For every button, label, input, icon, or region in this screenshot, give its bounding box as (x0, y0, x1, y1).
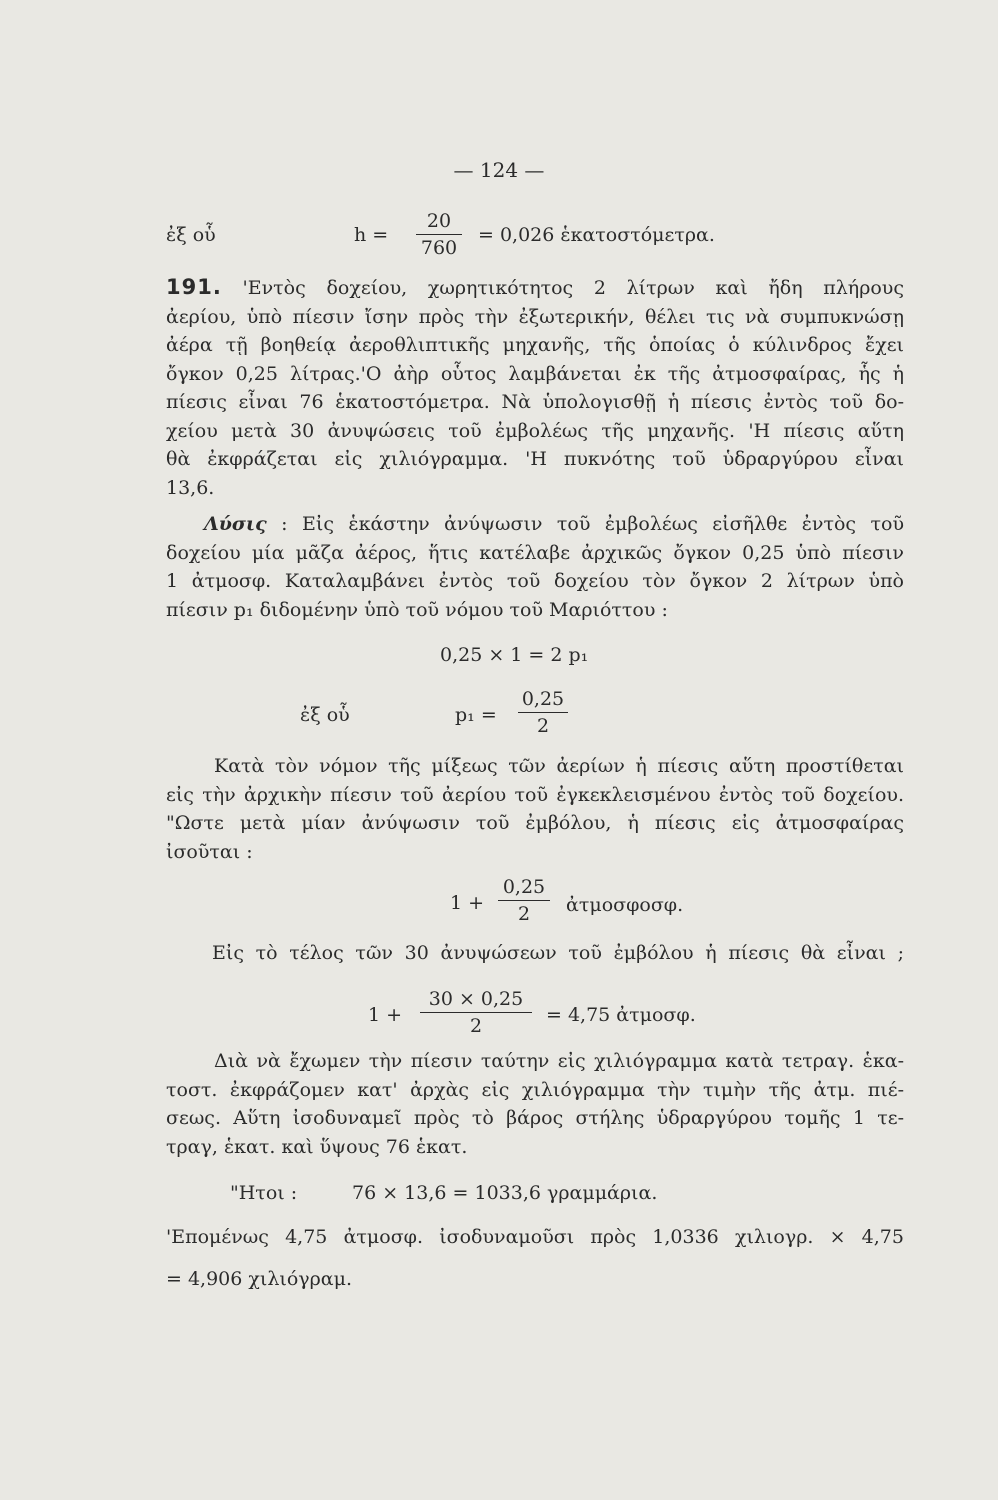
eq-one-step-numerator: 0,25 (502, 876, 546, 898)
problem-line: ἀέρα τῇ βοηθείᾳ ἀεροθλιπτικῆς μηχανῆς, τῆς ὁποίας ὁ κύλινδρος ἔχει (166, 334, 904, 356)
eq-h-rhs: = 0,026 ἑκατοστόμετρα. (478, 224, 715, 246)
mixture-line: Κατὰ τὸν νόμον τῆς μίξεως τῶν ἀερίων ἡ πίεσις αὕτη προστίθεται (214, 755, 904, 777)
fraction-bar (416, 234, 462, 235)
solution-label: Λύσις (204, 513, 267, 535)
eq-one-step-lhs: 1 + (450, 892, 485, 914)
eq-mass-prefix: "Ητοι : (230, 1182, 298, 1204)
eq-h-prefix: ἐξ οὗ (166, 224, 216, 246)
eq-mass-expr: 76 × 13,6 = 1033,6 γραμμάρια. (352, 1182, 658, 1204)
conversion-line: Διὰ νὰ ἔχωμεν τὴν πίεσιν ταύτην εἰς χιλιόγραμμα κατὰ τετραγ. ἑκα- (214, 1050, 904, 1072)
eq-total-numerator: 30 × 0,25 (428, 988, 524, 1010)
eq-total-rhs: = 4,75 ἀτμοσφ. (546, 1004, 696, 1026)
problem-line: 13,6. (166, 476, 215, 499)
conversion-text (166, 1047, 904, 1161)
problem-text (166, 273, 904, 502)
fraction-bar (498, 900, 550, 901)
eq-p1-prefix: ἐξ οὗ (300, 704, 350, 726)
solution-line: Λύσις : Εἰς ἑκάστην ἀνύψωσιν τοῦ ἐμβολέως εἰσῆλθε ἐντὸς τοῦ (204, 513, 904, 535)
eq-mariotte: 0,25 × 1 = 2 p₁ (440, 644, 589, 666)
mixture-line: εἰς τὴν ἀρχικὴν πίεσιν τοῦ ἀερίου τοῦ ἐγκεκλεισμένου ἐντὸς τοῦ δοχείου. (166, 783, 904, 806)
eq-total-fraction (420, 988, 532, 1037)
conversion-line: σεως. Αὕτη ἰσοδυναμεῖ πρὸς τὸ βάρος στήλης ὑδραργύρου τομῆς 1 τε- (166, 1107, 904, 1129)
final-line: = 4,906 χιλιόγραμ. (166, 1268, 353, 1290)
problem-line: πίεσις εἶναι 76 ἑκατοστόμετρα. Νὰ ὑπολογισθῇ ἡ πίεσις ἐντὸς τοῦ δο- (166, 391, 904, 413)
problem-number: 191. (166, 275, 222, 299)
eq-h-numerator: 20 (426, 210, 452, 232)
eq-p1-lhs: p₁ = (455, 704, 497, 726)
eq-total-lhs: 1 + (368, 1004, 403, 1026)
problem-line: θὰ ἐκφράζεται εἰς χιλιόγραμμα. 'Η πυκνότης τοῦ ὑδραργύρου εἶναι (166, 448, 904, 470)
solution-line: δοχείου μία μᾶζα ἀέρος, ἥτις κατέλαβε ἀρχικῶς ὄγκον 0,25 ὑπὸ πίεσιν (166, 541, 904, 564)
conversion-line: τοστ. ἐκφράζομεν κατ' ἀρχὰς εἰς χιλιόγραμμα τὴν τιμὴν τῆς ἀτμ. πιέ- (166, 1078, 904, 1101)
end-line: Εἰς τὸ τέλος τῶν 30 ἀνυψώσεων τοῦ ἐμβόλου ἡ πίεσις θὰ εἶναι ; (212, 942, 904, 964)
eq-total-denominator: 2 (469, 1015, 483, 1037)
eq-p1-denominator: 2 (536, 715, 550, 737)
problem-line: 191. 'Εντὸς δοχείου, χωρητικότητος 2 λίτρων καὶ ἤδη πλήρους (166, 275, 904, 299)
solution-line: πίεσιν p₁ διδομένην ὑπὸ τοῦ νόμου τοῦ Μαριόττου : (166, 598, 668, 621)
eq-h-denominator: 760 (420, 237, 458, 259)
mixture-text (166, 752, 904, 866)
final-line: 'Επομένως 4,75 ἀτμοσφ. ἰσοδυναμοῦσι πρὸς 1,0336 χιλιογρ. × 4,75 (166, 1226, 904, 1248)
eq-h-lhs: h = (354, 224, 389, 246)
eq-h-fraction (416, 210, 462, 259)
fraction-bar (420, 1012, 532, 1013)
eq-one-step-rhs: ἀτμοσφοσφ. (566, 894, 684, 916)
eq-p1-fraction (518, 688, 568, 737)
problem-line: χείου μετὰ 30 ἀνυψώσεις τοῦ ἐμβολέως τῆς μηχανῆς. 'Η πίεσις αὕτη (166, 419, 904, 442)
mixture-line: "Ωστε μετὰ μίαν ἀνύψωσιν τοῦ ἐμβόλου, ἡ πίεσις εἰς ἀτμοσφαίρας (166, 812, 904, 834)
problem-line: ἀερίου, ὑπὸ πίεσιν ἴσην πρὸς τὴν ἐξωτερικήν, θέλει τις νὰ συμπυκνώσῃ (166, 305, 904, 328)
problem-line: ὄγκον 0,25 λίτρας.'Ο ἀὴρ οὗτος λαμβάνεται ἐκ τῆς ἀτμοσφαίρας, ἧς ἡ (166, 362, 904, 385)
fraction-bar (518, 712, 568, 713)
eq-p1-numerator: 0,25 (521, 688, 565, 710)
eq-one-step-denominator: 2 (517, 903, 531, 925)
eq-one-step-fraction (498, 876, 550, 925)
conversion-line: τραγ, ἑκατ. καὶ ὕψους 76 ἑκατ. (166, 1135, 468, 1158)
solution-text (166, 510, 904, 624)
solution-line: 1 ἀτμοσφ. Καταλαμβάνει ἐντὸς τοῦ δοχείου τὸν ὄγκον 2 λίτρων ὑπὸ (166, 570, 904, 592)
mixture-line: ἰσοῦται : (166, 840, 253, 863)
page-number: — 124 — (453, 158, 545, 182)
